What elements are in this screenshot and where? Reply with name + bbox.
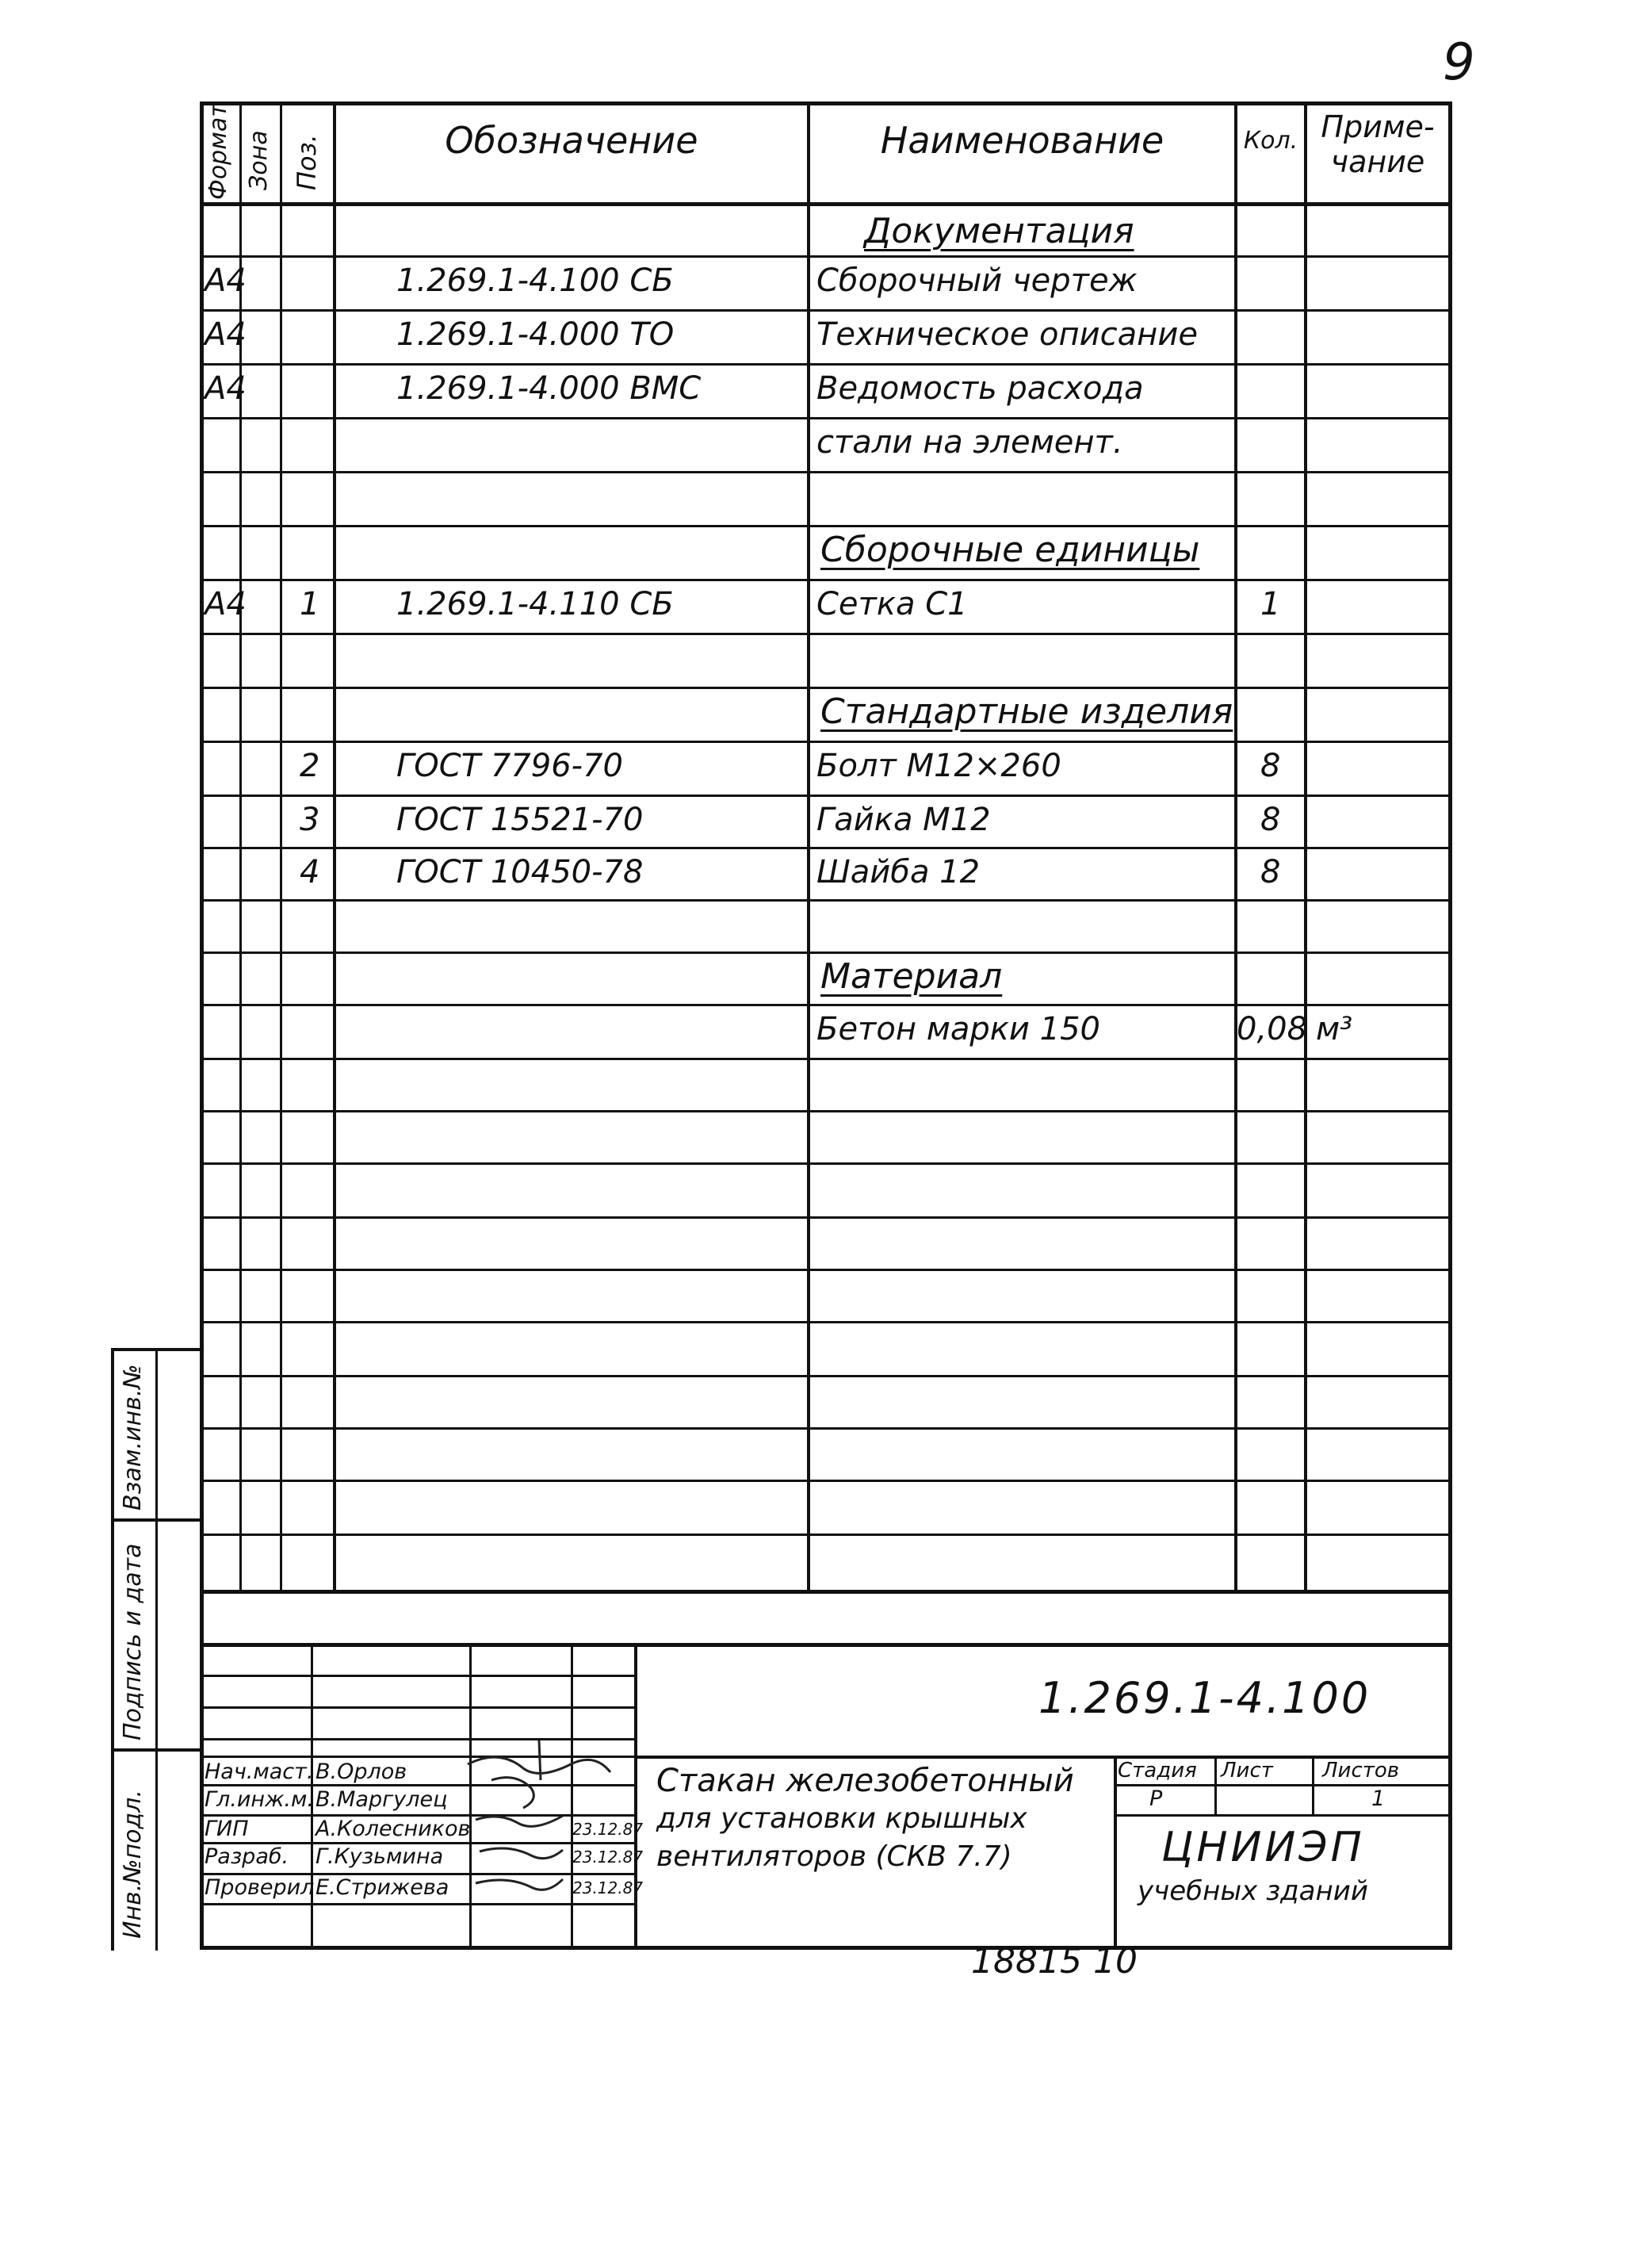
row-designation: 1.269.1-4.100 СБ: [396, 262, 674, 299]
row-line: [200, 633, 1452, 635]
title-line-1: Стакан железобетонный: [656, 1763, 1074, 1799]
row-line: [200, 1058, 1452, 1060]
row-pos: 3: [300, 802, 320, 838]
row-qty: 8: [1260, 802, 1281, 838]
role-name: Е.Стрижева: [315, 1875, 449, 1900]
role-role: Разраб.: [205, 1844, 289, 1869]
row-note: м³: [1316, 1011, 1353, 1047]
row-line: [200, 1427, 1452, 1430]
sheets-value: 1: [1371, 1786, 1386, 1811]
document-title: [656, 1762, 1074, 1876]
row-name: Стандартные изделия: [820, 691, 1233, 732]
row-name: Сборочные единицы: [820, 530, 1200, 570]
row-line: [200, 1480, 1452, 1482]
row-qty: 8: [1260, 748, 1281, 784]
row-designation: ГОСТ 15521-70: [396, 802, 644, 838]
row-qty: 0,08: [1237, 1011, 1308, 1047]
row-line: [200, 1534, 1452, 1536]
page-number: 9: [1443, 33, 1475, 92]
sheets-label: Листов: [1322, 1759, 1400, 1782]
header-qty: Кол.: [1243, 127, 1298, 155]
row-pos: 4: [300, 854, 320, 890]
row-line: [200, 1162, 1452, 1165]
row-name: Болт М12×260: [816, 748, 1061, 784]
row-qty: 1: [1260, 586, 1281, 622]
sheet-label: Лист: [1221, 1759, 1273, 1782]
row-designation: 1.269.1-4.000 ТО: [396, 316, 675, 353]
row-line: [200, 1269, 1452, 1271]
row-name: Техническое описание: [816, 316, 1198, 353]
side-inv-orig: Инв.№подл.: [119, 1790, 147, 1939]
row-designation: 1.269.1-4.000 ВМС: [396, 370, 702, 407]
row-line: [200, 471, 1452, 473]
row-designation: ГОСТ 10450-78: [396, 854, 644, 890]
row-name: Материал: [820, 956, 1003, 997]
row-format: А4: [205, 316, 247, 353]
header-zone: Зона: [245, 130, 273, 190]
title-line-2: для установки крышных: [656, 1802, 1027, 1835]
role-date: 23.12.87: [572, 1848, 644, 1867]
org-subname: учебных зданий: [1138, 1875, 1368, 1907]
role-date: 23.12.87: [572, 1878, 644, 1897]
row-line: [200, 1375, 1452, 1377]
side-replace-inv: Взам.инв.№: [119, 1364, 147, 1511]
row-name: Бетон марки 150: [816, 1011, 1100, 1047]
header-note-line2: чание: [1330, 144, 1425, 179]
row-designation: ГОСТ 7796-70: [396, 748, 623, 784]
role-name: А.Колесников: [315, 1817, 471, 1841]
row-name: Сборочный чертеж: [816, 262, 1138, 299]
row-format: А4: [205, 262, 247, 299]
side-sign-date: Подпись и дата: [119, 1543, 147, 1740]
row-line: [200, 899, 1452, 902]
role-role: Проверил: [205, 1875, 315, 1900]
row-qty: 8: [1260, 854, 1281, 890]
row-line: [200, 1110, 1452, 1112]
footer-number: 18815 10: [971, 1941, 1138, 1982]
stage-value: Р: [1149, 1786, 1163, 1811]
org-name: ЦНИИЭП: [1161, 1824, 1365, 1871]
role-name: В.Маргулец: [315, 1787, 448, 1812]
header-note-line1: Приме-: [1321, 109, 1435, 144]
role-name: Г.Кузьмина: [315, 1844, 444, 1869]
row-designation: 1.269.1-4.110 СБ: [396, 586, 674, 622]
signatures-graphic: [444, 1733, 634, 1947]
row-line: [200, 1216, 1452, 1219]
role-role: Нач.маст.: [205, 1759, 314, 1784]
role-role: Гл.инж.м.: [205, 1787, 314, 1812]
role-role: ГИП: [205, 1817, 249, 1841]
header-pos: Поз.: [292, 134, 322, 190]
row-name: Шайба 12: [816, 854, 981, 890]
row-pos: 2: [300, 748, 320, 784]
stage-label: Стадия: [1118, 1759, 1197, 1782]
row-pos: 1: [300, 586, 320, 622]
row-line: [200, 1321, 1452, 1323]
header-note: [1307, 109, 1448, 179]
row-name: Ведомость расхода: [816, 370, 1144, 407]
row-format: А4: [205, 586, 247, 622]
role-name: В.Орлов: [315, 1759, 407, 1784]
role-date: 23.12.87: [572, 1820, 644, 1839]
row-name: Документация: [864, 211, 1134, 251]
row-name: стали на элемент.: [816, 424, 1123, 461]
row-name: Гайка М12: [816, 802, 991, 838]
header-format: Формат: [205, 103, 232, 200]
header-designation: Обозначение: [445, 119, 698, 162]
header-name: Наименование: [880, 119, 1164, 162]
document-code: 1.269.1-4.100: [1038, 1673, 1371, 1723]
title-line-3: вентиляторов (СКВ 7.7): [656, 1840, 1012, 1873]
row-format: А4: [205, 370, 247, 407]
row-name: Сетка С1: [816, 586, 968, 622]
